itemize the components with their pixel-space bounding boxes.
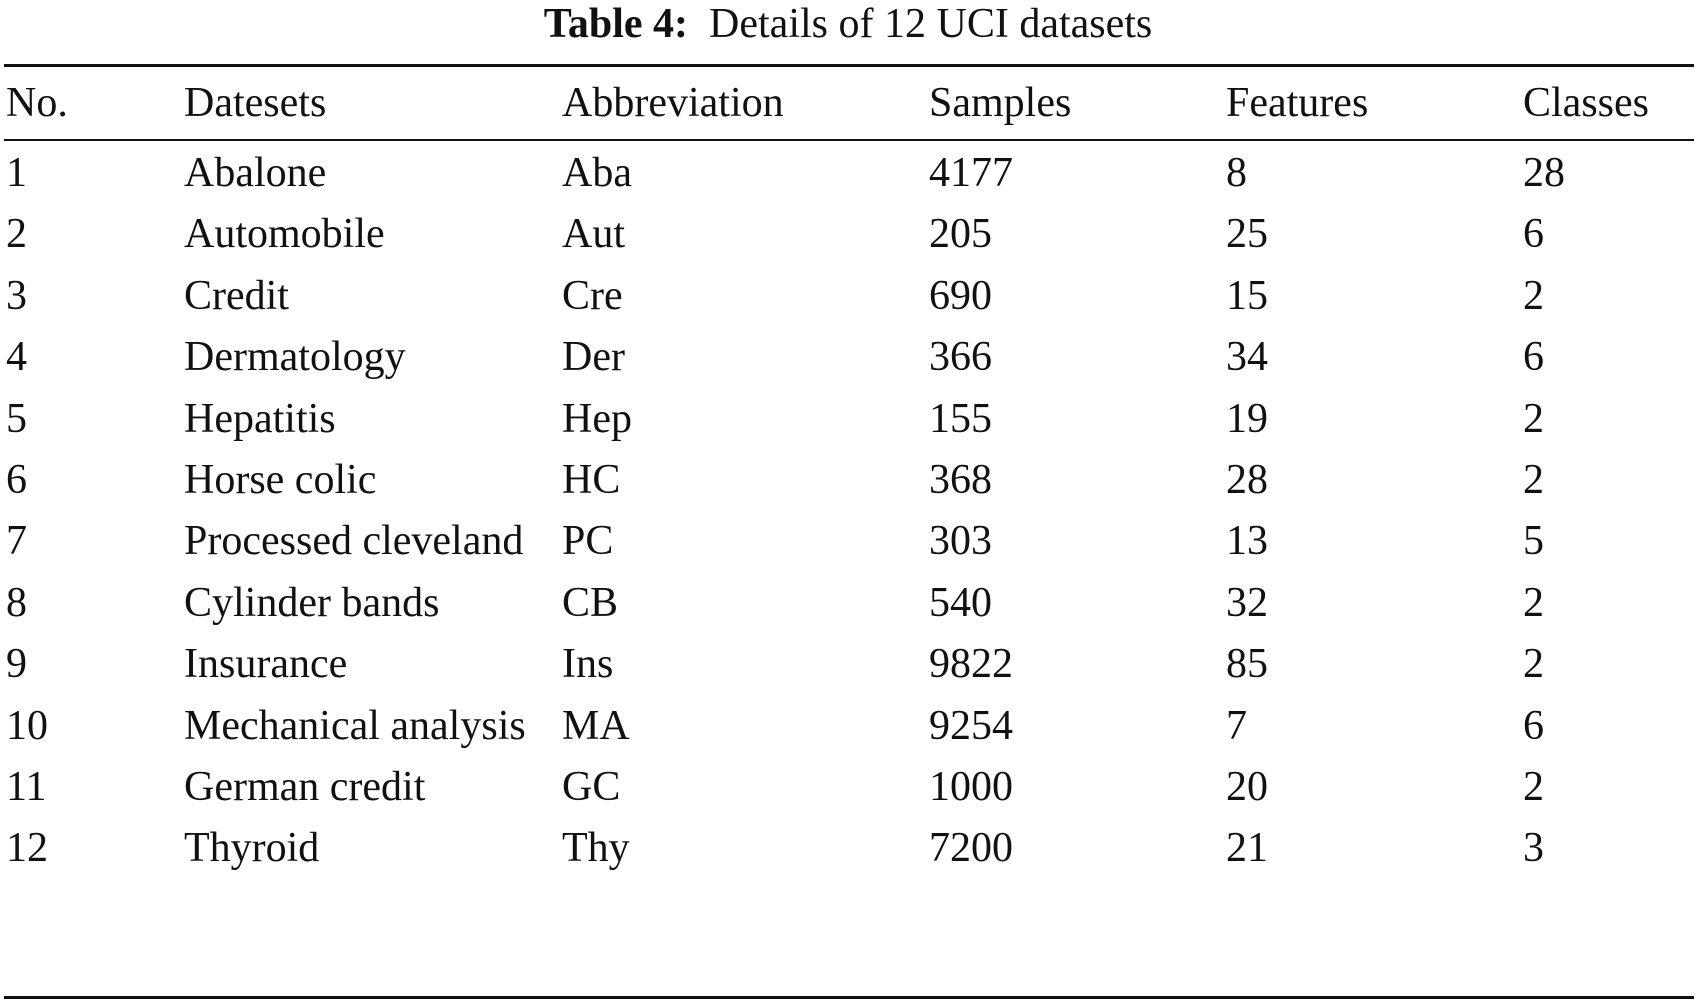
- cell-samples: 4177: [929, 150, 1013, 196]
- cell-classes: 2: [1523, 456, 1544, 503]
- table-row: [4, 147, 1694, 200]
- table-header-row: [4, 67, 1694, 139]
- cell-features: 8: [1226, 150, 1247, 196]
- cell-classes: 2: [1523, 272, 1544, 319]
- cell-samples: 366: [929, 334, 992, 381]
- table-row: [4, 454, 1694, 507]
- cell-samples: 540: [929, 579, 992, 626]
- cell-samples: 690: [929, 272, 992, 319]
- cell-abbreviation: MA: [562, 702, 630, 749]
- cell-abbreviation: Thy: [562, 825, 630, 872]
- cell-dataset: German credit: [184, 763, 426, 810]
- table-caption-text: Details of 12 UCI datasets: [709, 1, 1153, 47]
- datasets-table: [4, 67, 1694, 884]
- cell-dataset: Horse colic: [184, 456, 377, 503]
- cell-no: 1: [6, 150, 27, 196]
- cell-dataset: Insurance: [184, 641, 348, 688]
- cell-abbreviation: Cre: [562, 272, 623, 319]
- cell-features: 7: [1226, 702, 1247, 749]
- table-body: [4, 147, 1694, 875]
- cell-dataset: Hepatitis: [184, 395, 336, 442]
- cell-dataset: Dermatology: [184, 334, 406, 381]
- cell-samples: 368: [929, 456, 992, 503]
- header-cell-datasets: Datesets: [184, 80, 327, 126]
- cell-classes: 2: [1523, 763, 1544, 810]
- cell-no: 6: [6, 456, 27, 503]
- table-caption-label: Table 4:: [543, 1, 689, 47]
- cell-no: 9: [6, 641, 27, 688]
- cell-no: 3: [6, 272, 27, 319]
- cell-abbreviation: Ins: [562, 641, 614, 688]
- cell-no: 12: [6, 825, 48, 872]
- cell-features: 32: [1226, 579, 1268, 626]
- cell-features: 21: [1226, 825, 1268, 872]
- header-cell-classes: Classes: [1523, 80, 1649, 126]
- cell-abbreviation: Hep: [562, 395, 632, 442]
- cell-abbreviation: HC: [562, 456, 621, 503]
- table-row: [4, 761, 1694, 814]
- cell-dataset: Processed cleveland: [184, 518, 524, 565]
- cell-classes: 2: [1523, 579, 1544, 626]
- cell-samples: 1000: [929, 763, 1013, 810]
- cell-abbreviation: Aut: [562, 211, 625, 258]
- table-row: [4, 270, 1694, 323]
- table-row: [4, 700, 1694, 753]
- header-cell-abbreviation: Abbreviation: [562, 80, 784, 126]
- table-row: [4, 331, 1694, 384]
- cell-features: 85: [1226, 641, 1268, 688]
- cell-no: 7: [6, 518, 27, 565]
- cell-classes: 28: [1523, 150, 1565, 196]
- cell-features: 13: [1226, 518, 1268, 565]
- table-caption: [0, 0, 1696, 48]
- header-cell-features: Features: [1226, 80, 1369, 126]
- cell-abbreviation: CB: [562, 579, 619, 626]
- cell-features: 19: [1226, 395, 1268, 442]
- cell-samples: 7200: [929, 825, 1013, 872]
- cell-dataset: Abalone: [184, 150, 327, 196]
- cell-samples: 9254: [929, 702, 1013, 749]
- cell-classes: 5: [1523, 518, 1544, 565]
- cell-dataset: Thyroid: [184, 825, 320, 872]
- cell-features: 15: [1226, 272, 1268, 319]
- cell-features: 28: [1226, 456, 1268, 503]
- cell-classes: 3: [1523, 825, 1544, 872]
- cell-abbreviation: Der: [562, 334, 625, 381]
- cell-classes: 6: [1523, 334, 1544, 381]
- cell-no: 8: [6, 579, 27, 626]
- cell-classes: 6: [1523, 211, 1544, 258]
- table-row: [4, 515, 1694, 568]
- header-cell-no: No.: [6, 80, 68, 126]
- cell-no: 10: [6, 702, 48, 749]
- cell-abbreviation: Aba: [562, 150, 632, 196]
- cell-no: 2: [6, 211, 27, 258]
- cell-classes: 2: [1523, 641, 1544, 688]
- cell-samples: 9822: [929, 641, 1013, 688]
- table-bottom-rule: [4, 996, 1694, 999]
- cell-abbreviation: GC: [562, 763, 621, 810]
- table-row: [4, 577, 1694, 630]
- cell-no: 11: [6, 763, 47, 810]
- cell-dataset: Automobile: [184, 211, 385, 258]
- table-row: [4, 822, 1694, 875]
- cell-dataset: Cylinder bands: [184, 579, 440, 626]
- cell-dataset: Credit: [184, 272, 289, 319]
- header-cell-samples: Samples: [929, 80, 1072, 126]
- cell-samples: 205: [929, 211, 992, 258]
- cell-features: 20: [1226, 763, 1268, 810]
- table-row: [4, 208, 1694, 261]
- cell-features: 25: [1226, 211, 1268, 258]
- cell-features: 34: [1226, 334, 1268, 381]
- cell-abbreviation: PC: [562, 518, 614, 565]
- cell-classes: 6: [1523, 702, 1544, 749]
- table-row: [4, 393, 1694, 446]
- cell-no: 4: [6, 334, 27, 381]
- cell-dataset: Mechanical analysis: [184, 702, 526, 749]
- cell-samples: 303: [929, 518, 992, 565]
- cell-no: 5: [6, 395, 27, 442]
- cell-classes: 2: [1523, 395, 1544, 442]
- table-row: [4, 638, 1694, 691]
- cell-samples: 155: [929, 395, 992, 442]
